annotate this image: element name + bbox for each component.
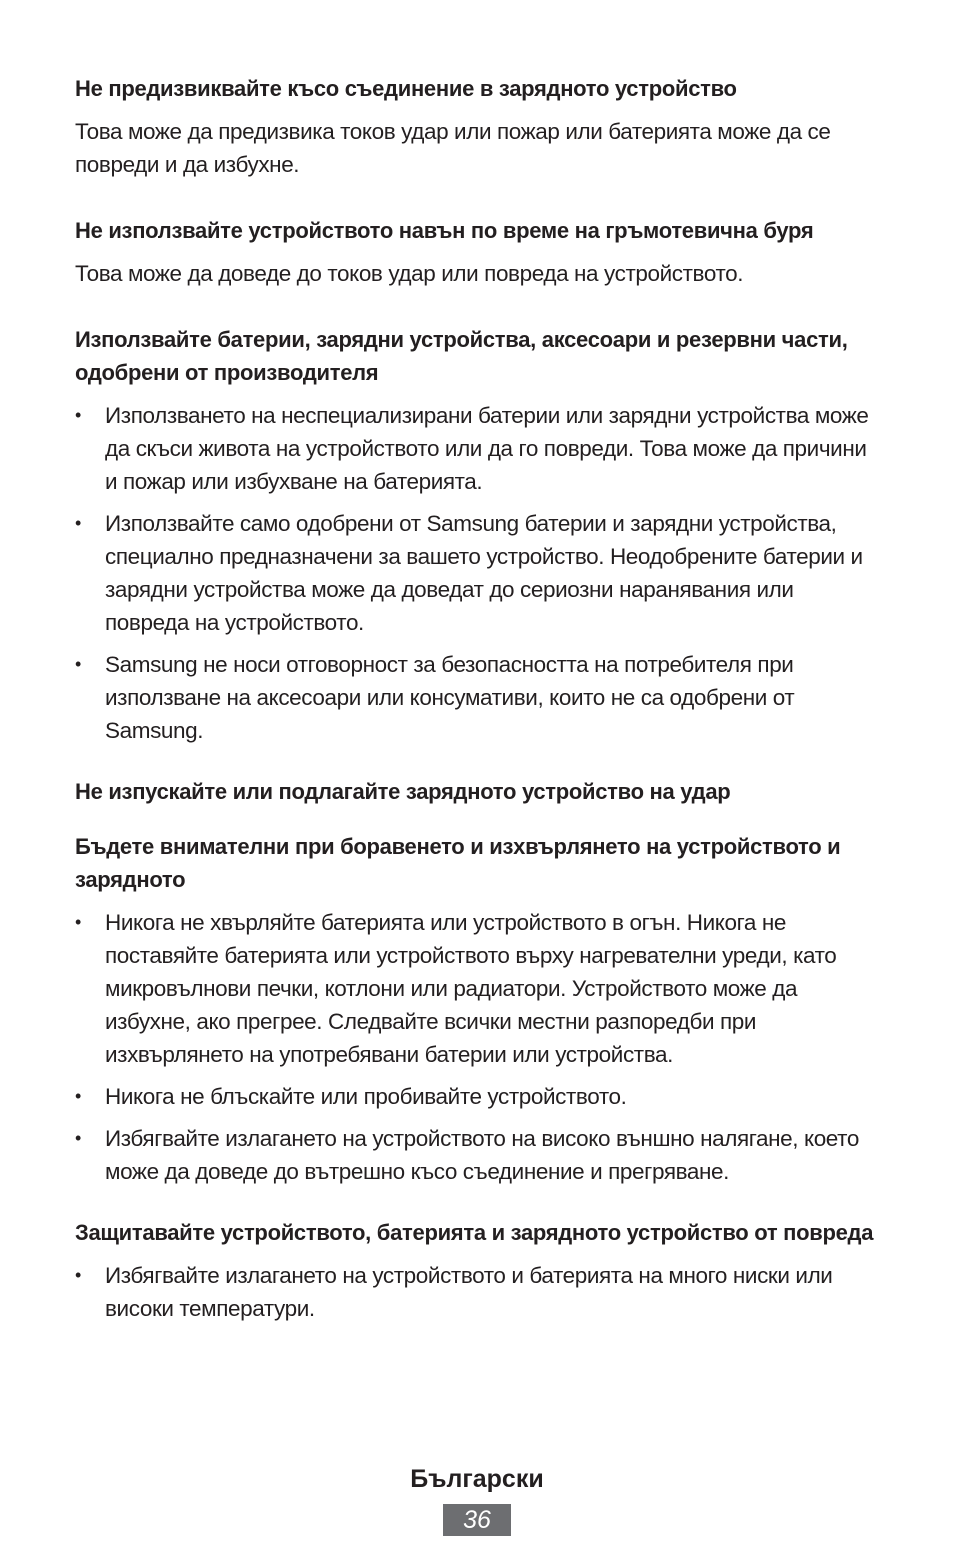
- list-item: [75, 399, 875, 498]
- list-item-text: Никога не хвърляйте батерията или устройството в огън. Никога не поставяйте батерията или устройството върху нагревателни уреди, като микровълнови печки, котлони или радиатори. Устройството може да избухне, ако прегрее. Следвайте всички местни разпоредби при изхвърлянето на употребявани батерии или устройства.: [105, 910, 837, 1067]
- list-item-text: Използвайте само одобрени от Samsung батерии и зарядни устройства, специално предназначени за вашето устройство. Неодобрените батерии и зарядни устройства може да доведат до сериозни наранявания или повреда на устройството.: [105, 511, 863, 635]
- list-item-text: Никога не блъскайте или пробивайте устройството.: [105, 1084, 627, 1109]
- list-item: [75, 648, 875, 747]
- list-item: [75, 1122, 875, 1188]
- section-handling-disposal: [75, 830, 875, 1188]
- page-number: 36: [443, 1504, 511, 1536]
- list-item-text: Използването на неспециализирани батерии или зарядни устройства може да скъси живота на устройството или да го повреди. Това може да причини и пожар или избухване на батерията.: [105, 403, 869, 494]
- list-item: [75, 507, 875, 639]
- section-heading: Защитавайте устройството, батерията и зарядното устройство от повреда: [75, 1220, 874, 1245]
- bullet-list: [75, 906, 875, 1188]
- section-paragraph: Това може да предизвика токов удар или пожар или батерията може да се повреди и да избухне.: [75, 119, 831, 177]
- bullet-icon: •: [75, 1265, 81, 1285]
- list-item: [75, 1080, 875, 1113]
- section-approved-accessories: [75, 323, 875, 747]
- bullet-list: [75, 399, 875, 747]
- bullet-icon: •: [75, 405, 81, 425]
- bullet-icon: •: [75, 912, 81, 932]
- bullet-list: [75, 1259, 875, 1325]
- list-item: [75, 1259, 875, 1325]
- section-heading: Не използвайте устройството навън по време на гръмотевична буря: [75, 218, 814, 243]
- section-heading: Не предизвиквайте късо съединение в зарядното устройство: [75, 76, 737, 101]
- bullet-icon: •: [75, 654, 81, 674]
- section-drop-impact: [75, 775, 875, 808]
- section-heading: Използвайте батерии, зарядни устройства, аксесоари и резервни части, одобрени от производителя: [75, 327, 848, 385]
- section-thunderstorm: [75, 214, 875, 290]
- bullet-icon: •: [75, 1128, 81, 1148]
- footer-language-label: Български: [410, 1465, 544, 1493]
- bullet-icon: •: [75, 513, 81, 533]
- document-body: [75, 72, 875, 1334]
- section-short-circuit: [75, 72, 875, 181]
- list-item-text: Samsung не носи отговорност за безопасността на потребителя при използване на аксесоари или консумативи, които не са одобрени от Samsung.: [105, 652, 795, 743]
- list-item-text: Избягвайте излагането на устройството на високо външно налягане, което може да доведе до вътрешно късо съединение и прегряване.: [105, 1126, 859, 1184]
- section-protect-device: [75, 1216, 875, 1325]
- list-item-text: Избягвайте излагането на устройството и батерията на много ниски или високи температури.: [105, 1263, 833, 1321]
- section-paragraph: Това може да доведе до токов удар или повреда на устройството.: [75, 261, 744, 286]
- section-heading: Не изпускайте или подлагайте зарядното устройство на удар: [75, 779, 731, 804]
- section-heading: Бъдете внимателни при боравенето и изхвърлянето на устройството и зарядното: [75, 834, 841, 892]
- bullet-icon: •: [75, 1086, 81, 1106]
- list-item: [75, 906, 875, 1071]
